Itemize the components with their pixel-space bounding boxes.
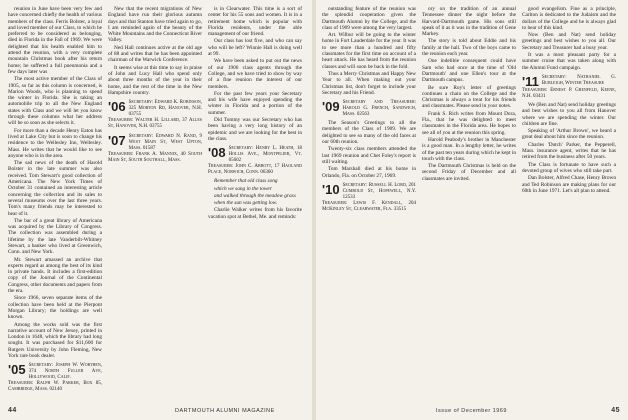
left-column-1 — [8, 6, 102, 401]
paragraph: Among the works sold was the first narrative account of New Jersey, printed in London in 1648, which the library had long sought. It was purchased for $11,600 for Rutgers University by John Fleming, New York rare book dealer. — [8, 321, 102, 360]
paragraph: Tom Marshall died at his home in Orlando, Fla. on October 27, 1969. — [322, 166, 416, 179]
poem-line: when the sun was getting low. — [214, 200, 278, 207]
class-treasurer: Treasurer: Frank A. Mannix, 40 South Main St, South Southall, Mass. — [108, 152, 202, 164]
paragraph: ory on the tradition of an annual Tennessee dinner the night before the Harvard-Dartmouth game. His sons still speak of it as it was in the tradition of Gene Markey. — [422, 6, 516, 38]
paragraph: Now (Ben and Nat) send holiday greetings and best wishes to you all. Our Secretary and Treasurer had a busy year. — [522, 32, 616, 51]
paragraph: The Dartmouth Christmas is held on the second Friday of December and all classmates are invited. — [422, 163, 516, 182]
paragraph: The most active member of the Class of 1905, so far as this column is concerned, is Marion Woods, who is planning to spend the winter in Florida. She is taking an automobile trip to all the New England states with Class and we will let you know through these columns what her address will be so soon as she selects it. — [8, 76, 102, 127]
class-treasurer: Treasurer: Walter H. Lillard, 37 Alles St, Hanover, N.H. 03755 — [108, 118, 202, 130]
paragraph: Charlie Walker writes from his favorite vacation spot at Bethel, Me. and reminds: — [208, 207, 302, 220]
class-year: '08 — [208, 145, 226, 161]
class-header-11 — [522, 75, 616, 100]
left-page — [0, 0, 312, 420]
class-header-08 — [208, 146, 302, 176]
paragraph: It was a most pleasant party for a summer cruise that was taken along with the Alumni Fund campaign. — [522, 52, 616, 71]
class-secretary: Secretary: Joseph W. Worthen, 374 North Fuller Ave, Hollywood, Calif. — [28, 363, 102, 381]
paragraph: For the past few years your Secretary and his wife have enjoyed spending the winter in Florida and a portion of the summer. — [208, 90, 302, 116]
page-number: 45 — [611, 407, 620, 414]
issue-date: Issue of December 1969 — [436, 408, 507, 414]
paragraph: Ned Hall continues active at the old age of 88 and writes that he has been appointed chairman of the Warwick Conference. — [108, 44, 202, 64]
right-page — [316, 0, 628, 420]
paragraph: We (Ben and Nat) send holiday greetings and best wishes to you all from Hanover where we are spending the winter. Our children are fine. — [522, 101, 616, 127]
class-secretary: Secretary: Nathaniel G. Burleigh, Winter Treasure — [541, 74, 616, 86]
class-secretary: Secretary and Treasurer: Harold G. French, Sandwich, Mass. 02563 — [342, 100, 416, 118]
paragraph: reunion in June have been very few and have concerned chiefly the health of various members of the class. Ferris Bolster, a loyal and loved member of our Class, to which he preferred to be considered as belonging, died in Florida in the Fall of 1969. We were delighted that his health enabled him to attend the reunion, with a very complete mountain Christmas book after his return home; he suffered a full pneumonia and a few days later was — [8, 6, 102, 75]
paragraph: Frank S. Rich writes from Mount Dora, Fla., that he was delighted to meet classmates in the Florida area. He hopes to see all of you at the reunion this spring. — [422, 110, 516, 136]
page-number: 44 — [8, 407, 17, 414]
right-footer — [436, 408, 507, 414]
class-header-05 — [8, 363, 102, 393]
paragraph: The Season's Greetings to all the members of the Class of 1909. We are delighted to see so many of the old faces at our 60th reunion. — [322, 120, 416, 146]
paragraph: Speaking of 'Arthur Brown', we heard a great deal about him since the reunion. — [522, 128, 616, 141]
right-column-2 — [422, 6, 516, 401]
paragraph: outstanding feature of the reunion was the splendid cooperation given the Dartmouth Alumni by the College, and the class of 1909 were among the very largest. — [322, 6, 416, 31]
left-column-3 — [208, 6, 302, 401]
paragraph: Our class has lost five, and who can say who will be left? Winnie Hall is doing well at 99. — [208, 38, 302, 58]
class-year: '11 — [522, 73, 539, 89]
right-column-3 — [522, 6, 616, 401]
class-year: '10 — [322, 181, 340, 197]
paragraph: Dan Bolster, Alfred Chase, Henry Brown and Ted Robinson are making plans for our 60th in June 1971. Let's all plan to attend. — [522, 175, 616, 194]
left-column-2 — [108, 6, 202, 401]
class-year: '06 — [108, 99, 126, 115]
poem-line: Remember that old class song — [214, 178, 278, 185]
paragraph: Thus a Merry Christmas and Happy New Year to all. When making out your Christmas list, don't forget to include your Secretary and his Friend. — [322, 70, 416, 96]
class-year: '07 — [108, 133, 126, 149]
paragraph: Mr. Stewart amassed an archive that experts regard as among the best of its kind in private hands. It includes a first-edition copy of the Journal of the Continental Congress, other documents and papers from the era. — [8, 256, 102, 295]
right-page-number-wrap — [611, 407, 620, 414]
paragraph: Be sure Roy's letter of greetings continues a chain on the College and the Christmas is always a treat for his friends and classmates. Please send in your notes. — [422, 84, 516, 110]
paragraph: Twenty-six class members attended the last 1969 reunion and Chet Foley's report is still waiting. — [322, 146, 416, 165]
class-year: '05 — [8, 362, 26, 378]
class-treasurer: Treasurer: John C. Abbott, 17 Haoland Place, Norwich, Conn. 06360 — [208, 164, 302, 176]
paragraph: The sad news of the death of Harold Bolster in the late summer was also received. Tom Stewart's good collection of Americana. The New York Times of October 31 contained an interesting article concerning the collection and its sales to several museums over the last three years. Tom's many friends may be interested to hear of it. — [8, 160, 102, 217]
class-header-10 — [322, 183, 416, 213]
paragraph: The bar of a great library of Americana was acquired by the Library of Congress. The collection was assembled during a lifetime by the late Vanderbilt-Whitney Stewart, a banker who lived at Greenwich, Conn. and New York. — [8, 217, 102, 256]
paragraph: For more than a decade Henry Eaton has lived at Lake City but is soon to change his residence to the Wellesley Inn, Wellesley. Mass. He writes that he would like to see anyone who is in the area. — [8, 127, 102, 159]
right-column-1 — [322, 6, 416, 401]
class-year: '09 — [322, 99, 340, 115]
class-header-07 — [108, 134, 202, 164]
left-footer — [8, 407, 275, 414]
paragraph: Art. Wilbur will be going to the winter home in Fort Lauderdale for the year. It was to see more than a hundred and fifty classmates for the first time on account of a heart attack. He has heard from the reunion classes and will soon be back in the fold. — [322, 32, 416, 70]
paragraph: Harold Peabody's brother in Manchester is a good man. In a lengthy letter, he writes of the past ten years during which he kept in touch with the class. — [422, 136, 516, 162]
paragraph: good evangelism. Fine as a principle, Carlton is dedicated to the Judaism and the dollars of the College and he is always glad to hear of this kind. — [522, 6, 616, 31]
poem-line: which we sang in the tower — [214, 185, 272, 192]
magazine-title: DARTMOUTH ALUMNI MAGAZINE — [175, 408, 275, 414]
paragraph: It seems wise at this time to say in praise of John and Lucy Hall who spend only about three months of the year in their home, and the rest of the time in the New Hampshire country. — [108, 64, 202, 96]
class-secretary: Secretary: Edward K. Robinson, 325 Morton Rd, Hanover, N.H. 03755 — [128, 100, 202, 118]
class-treasurer: Treasurer: Lewis F. Kendall, 204 McKinley St, Clearwater, Fla. 33515 — [322, 200, 416, 212]
paragraph: New that the recent migrations of New England have run their glorious autumn days and that Stanton have tried again to go, I am reminded again of the beauty of the White Mountains and the Connecticut River Valley. — [108, 6, 202, 44]
paragraph: One indelible consequent could have Sam who had once at the time of 'Old Dartmouth' and one Ellen's tour at the Dartmouth campus. — [422, 58, 516, 84]
paragraph: Charles 'Dutch' Parker, the Pepperell, Mass. insurance agent, writes that he has retired from the business after 50 years. — [522, 141, 616, 161]
class-treasurer: Treasurer: Ernest P. Grenfeld, Keene, N.H. 03431 — [522, 87, 616, 99]
class-secretary: Secretary: Henry L. Heath, 18 Hollis Ave., Montpelier, Vt. 05602 — [228, 146, 302, 164]
paragraph: The Class is fortunate to have such a devoted group of wives who still take part. — [522, 161, 616, 174]
class-header-09 — [322, 100, 416, 118]
class-header-06 — [108, 100, 202, 130]
poem-line: and walked through the meadow grass — [214, 192, 296, 199]
paragraph: is in Clearwater. This time is a sort of center for his 55 sons and women. It is in a retirement home which is popular with Florida residents, under the able management of our friend. — [208, 6, 302, 38]
class-treasurer: Treasurer: Ralph W. Parker, Box 85, Cambridge, Mass. 02140 — [8, 381, 102, 393]
paragraph: Since 1966, seven separate items of the collection have been held at the Pierpont Morgan Library; the holdings are well known. — [8, 295, 102, 321]
paragraph: The story is told about Eddie and his family at the hall. Two of the boys came to the reunion each year. — [422, 38, 516, 58]
paragraph: Did Tommy was our Secretary who has been having a very long history of an epidemic and we are looking for the best in the class. — [208, 117, 302, 142]
class-secretary: Secretary: Edward N. Rand, 9 West Main St, West Upton, Mass. 01587 — [128, 134, 202, 152]
class-secretary: Secretary: Russell H. Lord, 201 Cumbold St, Hopewell, N.Y. 12533 — [342, 182, 416, 200]
paragraph: We have been asked to put out the news of our 1906 class agents through the College, and we have tried to show by way of a fine reunion the interest of our members. — [208, 58, 302, 90]
